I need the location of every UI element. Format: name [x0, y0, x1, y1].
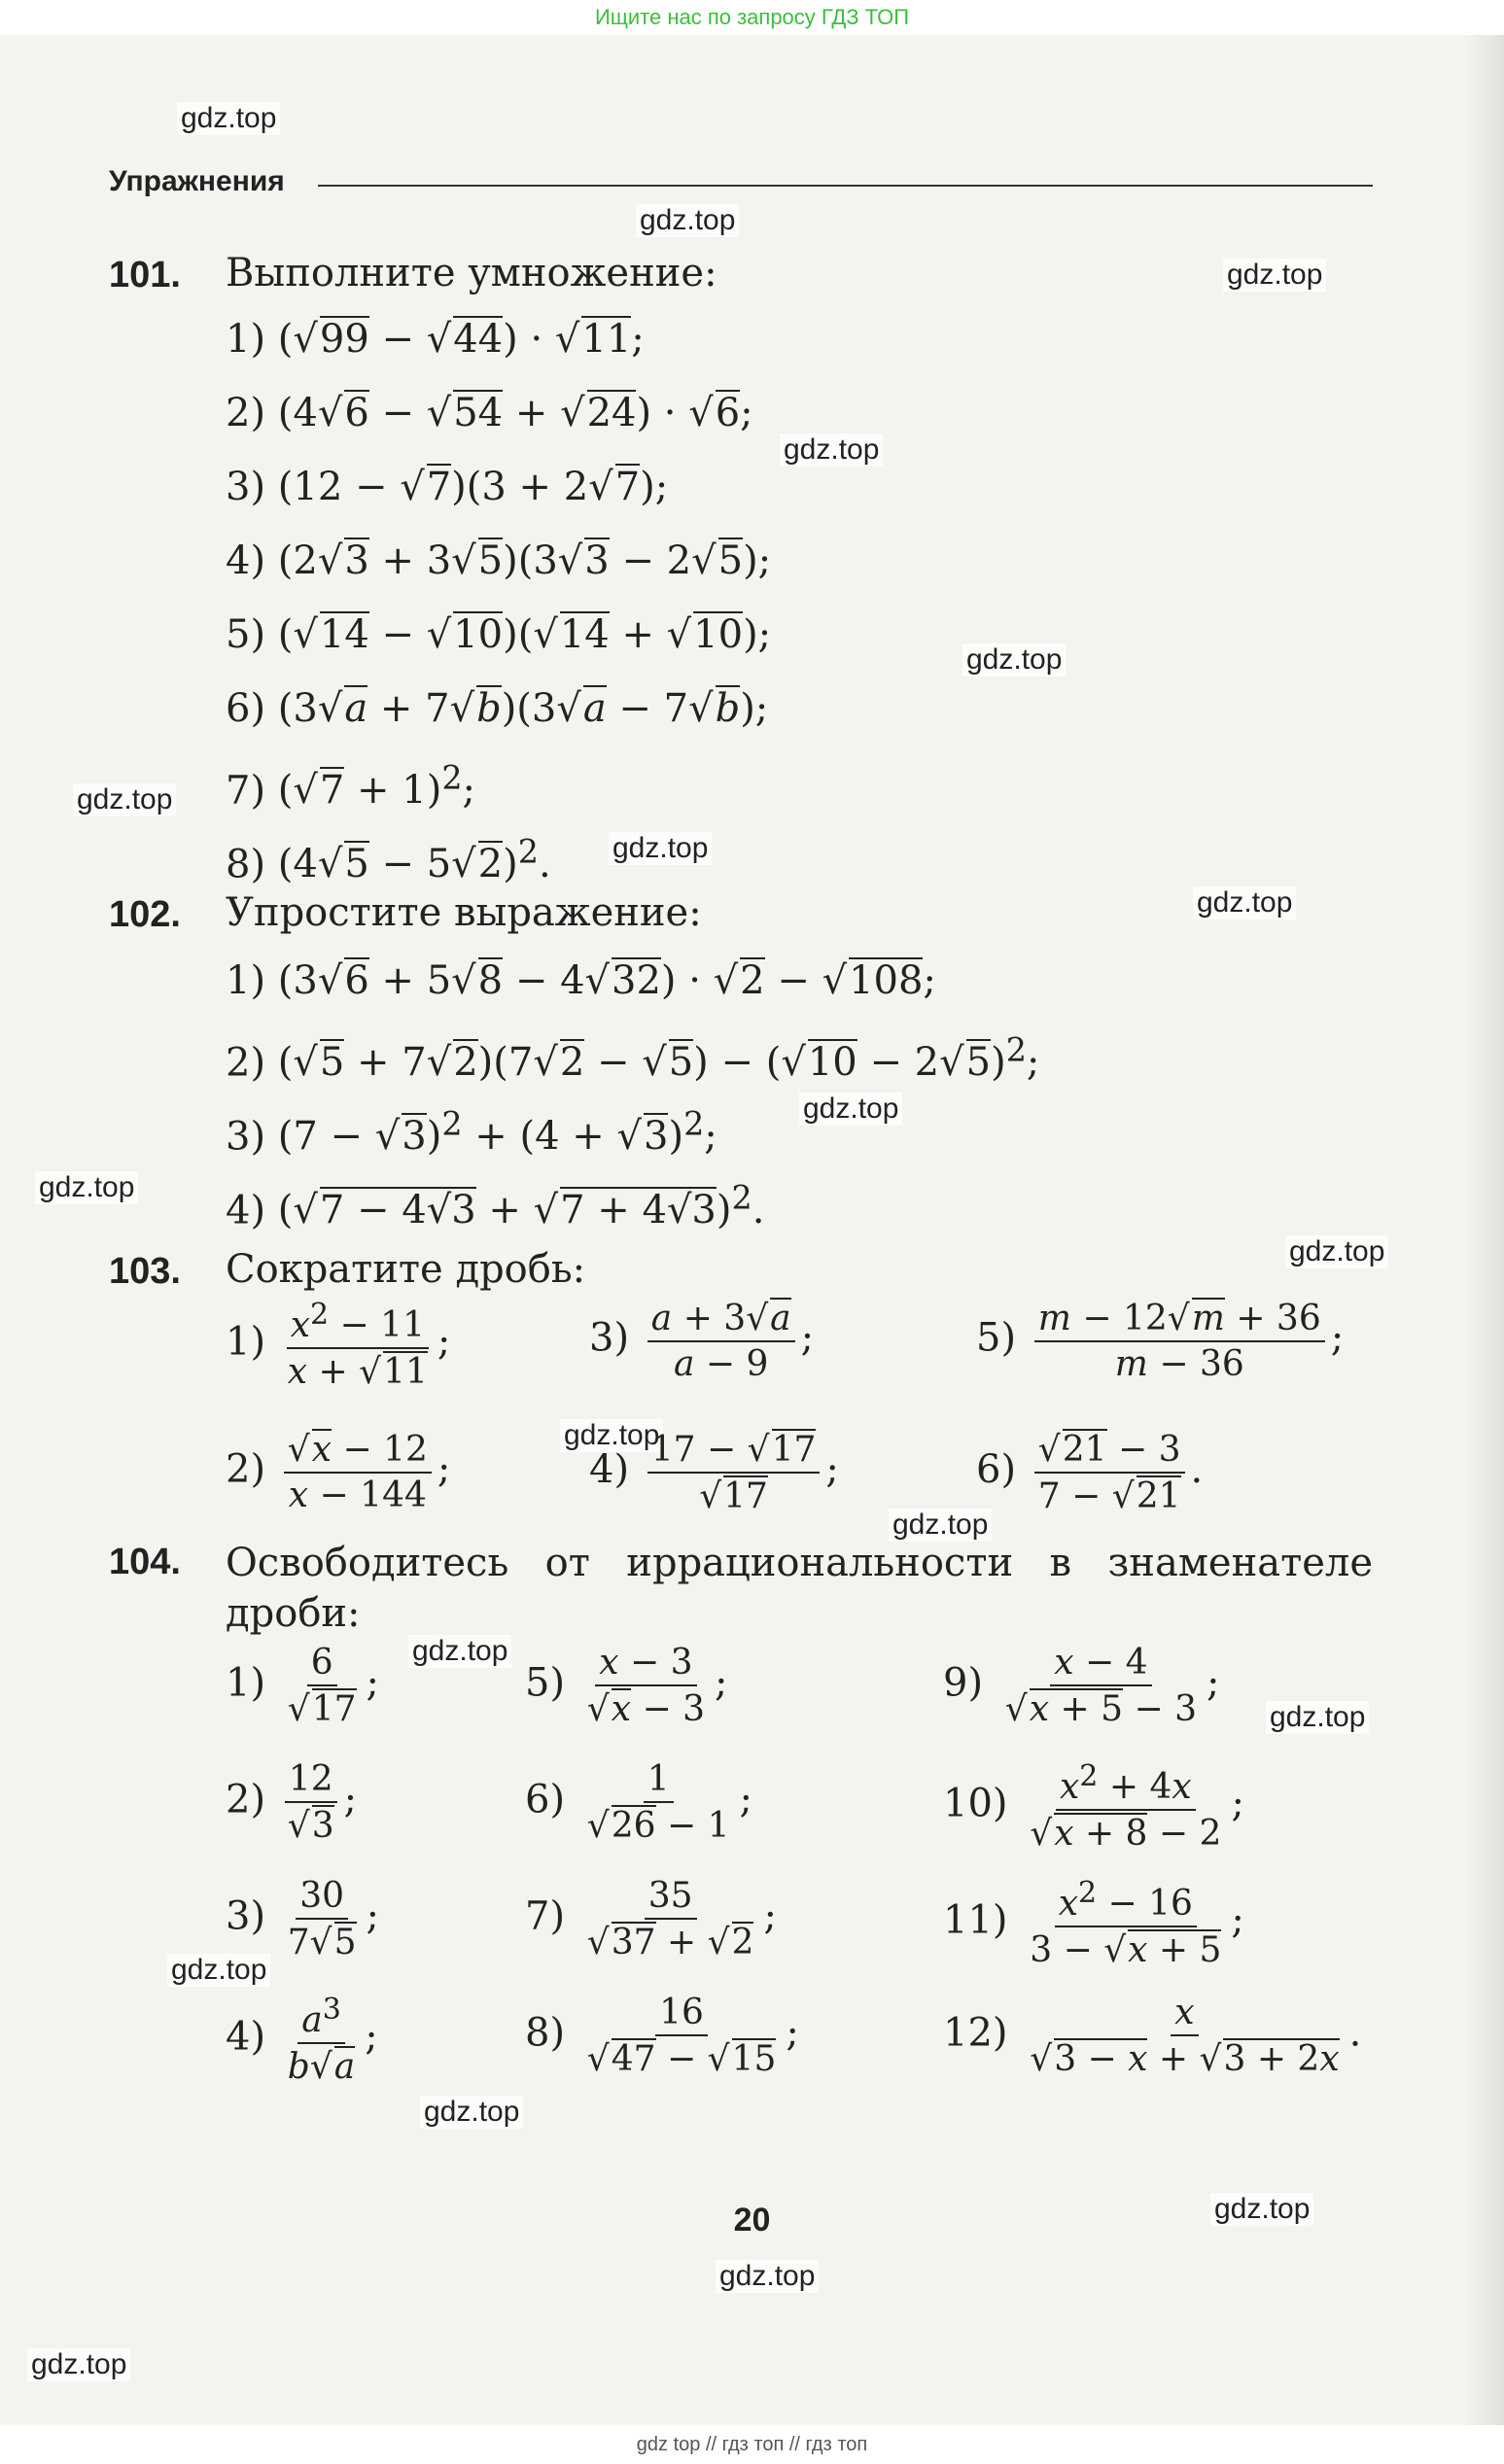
item-label: 4) — [589, 1447, 630, 1492]
exercise-item: 4) $\frac{a^3}{b√a}$ ; — [226, 1993, 378, 2087]
watermark: gdz.top — [1193, 886, 1296, 920]
math-fraction: $\frac{35}{√37 + √2}$ — [586, 1876, 754, 1962]
watermark: gdz.top — [1285, 1235, 1388, 1268]
exercise-item: 7) $\frac{35}{√37 + √2}$ ; — [525, 1876, 777, 1962]
exercise-item: 8) $\frac{16}{√47 - √15}$ ; — [525, 1993, 799, 2079]
item-label: 5) — [525, 1660, 566, 1706]
exercise-item — [226, 833, 551, 886]
item-label: 3) — [226, 465, 266, 509]
top-banner[interactable]: Ищите нас по запросу ГДЗ ТОП — [0, 0, 1504, 35]
item-label: 4) — [226, 538, 266, 583]
watermark: gdz.top — [408, 1635, 511, 1668]
math-expression: (4√6 − √54 + √24) · √6; — [277, 391, 753, 435]
item-label: 1) — [226, 1319, 266, 1365]
exercise-item: 2) $\frac{12}{√3}$ ; — [226, 1759, 358, 1846]
exercise-title: Сократите дробь: — [226, 1247, 586, 1292]
item-label: 11) — [943, 1897, 1008, 1943]
exercise-item: 11) $\frac{x^2 - 16}{3 - √x + 5}$ ; — [943, 1876, 1244, 1970]
exercise-item: 3) $\frac{a + 3√a}{a - 9}$ ; — [589, 1299, 815, 1384]
math-fraction: $\frac{x - 3}{√x - 3}$ — [586, 1643, 706, 1729]
item-label: 2) — [226, 1446, 266, 1492]
math-fraction: $\frac{x - 4}{√x + 5 - 3}$ — [1004, 1643, 1197, 1729]
exercise-item — [226, 538, 771, 583]
watermark: gdz.top — [799, 1093, 902, 1126]
page-number: 20 — [733, 2202, 771, 2238]
item-label: 1) — [226, 958, 266, 1003]
math-fraction: $\frac{√21 - 3}{7 - √21}$ — [1034, 1429, 1185, 1516]
bottom-banner[interactable]: gdz top // гдз топ // гдз топ — [0, 2425, 1504, 2464]
exercise-item — [226, 316, 645, 362]
exercise-item: 2) $\frac{√x - 12}{x - 144}$ ; — [226, 1430, 451, 1515]
math-expression: (√99 − √44) · √11; — [277, 317, 645, 362]
exercise-number: 101. — [109, 255, 181, 295]
math-fraction: $\frac{12}{√3}$ — [284, 1759, 338, 1846]
exercise-item: 5) $\frac{x - 3}{√x - 3}$ ; — [525, 1643, 728, 1729]
watermark: gdz.top — [167, 1954, 270, 1987]
watermark: gdz.top — [560, 1419, 663, 1452]
math-expression: $(√7 - 4√3 + √7 + 4√3)^2$. — [277, 1179, 765, 1233]
watermark: gdz.top — [1223, 259, 1326, 292]
math-fraction: $\frac{x}{√3 - x + √3 + 2x}$ — [1030, 1993, 1340, 2079]
exercise-item: 9) $\frac{x - 4}{√x + 5 - 3}$ ; — [943, 1643, 1220, 1729]
item-label: 2) — [226, 1040, 266, 1086]
exercise-number: 102. — [109, 894, 181, 935]
exercise-number: 104. — [109, 1542, 181, 1582]
math-fraction: $\frac{1}{√26 - 1}$ — [586, 1759, 730, 1846]
exercise-item: 10) $\frac{x^2 + 4x}{√x + 8 - 2}$ ; — [943, 1759, 1244, 1854]
math-expression: (2√3 + 3√5)(3√3 − 2√5); — [277, 538, 772, 583]
exercise-title: Освободитесь от иррациональности в знаменателе дроби: — [226, 1541, 1373, 1636]
item-label: 7) — [525, 1893, 566, 1939]
item-label: 3) — [226, 1893, 266, 1939]
exercise-item — [226, 759, 475, 813]
item-label: 8) — [525, 2010, 566, 2056]
watermark: gdz.top — [636, 204, 739, 237]
watermark: gdz.top — [1210, 2193, 1313, 2226]
section-heading — [109, 165, 1373, 204]
exercise-item — [226, 1105, 717, 1159]
item-label: 4) — [226, 2014, 266, 2060]
math-fraction: $\frac{√x - 12}{x - 144}$ — [284, 1429, 432, 1515]
watermark: gdz.top — [35, 1171, 138, 1204]
exercise-item — [226, 1031, 1039, 1085]
item-label: 10) — [943, 1781, 1008, 1826]
exercise-item — [226, 464, 668, 509]
math-fraction: $\frac{x^2 + 4x}{√x + 8 - 2}$ — [1030, 1759, 1222, 1854]
exercise-item: 6) $\frac{1}{√26 - 1}$ ; — [525, 1759, 752, 1846]
watermark: gdz.top — [1266, 1701, 1369, 1734]
math-expression: (3√6 + 5√8 − 4√32) · √2 − √108; — [277, 958, 936, 1003]
math-expression: $(4√5 - 5√2)^2$. — [277, 833, 551, 887]
watermark: gdz.top — [962, 643, 1066, 677]
page-edge-shadow — [1465, 35, 1504, 2425]
watermark: gdz.top — [716, 2260, 819, 2293]
watermark: gdz.top — [609, 832, 712, 865]
math-expression: $(√7 + 1)^2$; — [277, 759, 476, 814]
item-label: 12) — [943, 2010, 1008, 2056]
item-label: 5) — [976, 1315, 1017, 1361]
math-fraction: $\frac{30}{7√5}$ — [287, 1876, 357, 1962]
math-expression: (√14 − √10)(√14 + √10); — [277, 612, 772, 657]
item-label: 8) — [226, 842, 266, 887]
watermark: gdz.top — [27, 2348, 130, 2381]
exercise-item — [226, 390, 753, 435]
math-fraction: $\frac{a + 3√a}{a - 9}$ — [647, 1298, 795, 1384]
watermark: gdz.top — [177, 102, 280, 135]
exercise-title: Выполните умножение: — [226, 251, 717, 295]
section-rule — [318, 185, 1373, 187]
math-fraction: $\frac{m - 12√m + 36}{m - 36}$ — [1034, 1298, 1325, 1384]
item-label: 4) — [226, 1188, 266, 1233]
exercise-item: 3) $\frac{30}{7√5}$ ; — [226, 1876, 380, 1962]
item-label: 9) — [943, 1660, 984, 1706]
exercise-number: 103. — [109, 1251, 181, 1292]
watermark: gdz.top — [889, 1509, 992, 1542]
math-fraction: $\frac{6}{√17}$ — [287, 1643, 357, 1729]
item-label: 2) — [226, 1777, 266, 1822]
item-label: 1) — [226, 1660, 266, 1706]
item-label: 3) — [226, 1114, 266, 1160]
math-fraction: $\frac{17 - √17}{√17}$ — [647, 1429, 821, 1516]
watermark: gdz.top — [420, 2096, 523, 2129]
exercise-item: 6) $\frac{√21 - 3}{7 - √21}$ . — [976, 1430, 1204, 1516]
math-fraction: $\frac{x^2 - 11}{x + √11}$ — [287, 1298, 428, 1392]
exercise-item — [226, 1179, 764, 1232]
math-expression: (3√a + 7√b)(3√a − 7√b); — [277, 686, 769, 731]
section-title: Упражнения — [109, 165, 285, 197]
exercise-item: 5) $\frac{m - 12√m + 36}{m - 36}$ ; — [976, 1299, 1345, 1384]
exercise-item: 4) $\frac{17 - √17}{√17}$ ; — [589, 1430, 839, 1516]
item-label: 5) — [226, 612, 266, 657]
exercise-item: 12) $\frac{x}{√3 - x + √3 + 2x}$ . — [943, 1993, 1362, 2079]
math-fraction: $\frac{16}{√47 - √15}$ — [586, 1993, 777, 2079]
item-label: 1) — [226, 317, 266, 362]
math-expression: (12 − √7)(3 + 2√7); — [277, 465, 669, 509]
math-fraction: $\frac{a^3}{b√a}$ — [287, 1993, 356, 2087]
exercise-title: Упростите выражение: — [226, 890, 702, 935]
watermark: gdz.top — [780, 434, 883, 467]
math-expression: $(√5 + 7√2)(7√2 - √5) - (√10 - 2√5)^2$; — [277, 1031, 1040, 1086]
watermark: gdz.top — [73, 783, 176, 816]
exercise-item: 1) $\frac{x^2 - 11}{x + √11}$ ; — [226, 1298, 451, 1392]
item-label: 6) — [525, 1777, 566, 1822]
item-label: 3) — [589, 1315, 630, 1361]
item-label: 2) — [226, 391, 266, 435]
exercise-item — [226, 611, 771, 657]
exercise-item: 1) $\frac{6}{√17}$ ; — [226, 1643, 380, 1729]
item-label: 6) — [976, 1447, 1017, 1492]
item-label: 7) — [226, 768, 266, 814]
exercise-item — [226, 685, 768, 731]
math-fraction: $\frac{x^2 - 16}{3 - √x + 5}$ — [1030, 1876, 1222, 1970]
item-label: 6) — [226, 686, 266, 731]
math-expression: $(7 - √3)^2 + (4 + √3)^2$; — [277, 1105, 717, 1160]
exercise-item — [226, 957, 936, 1003]
